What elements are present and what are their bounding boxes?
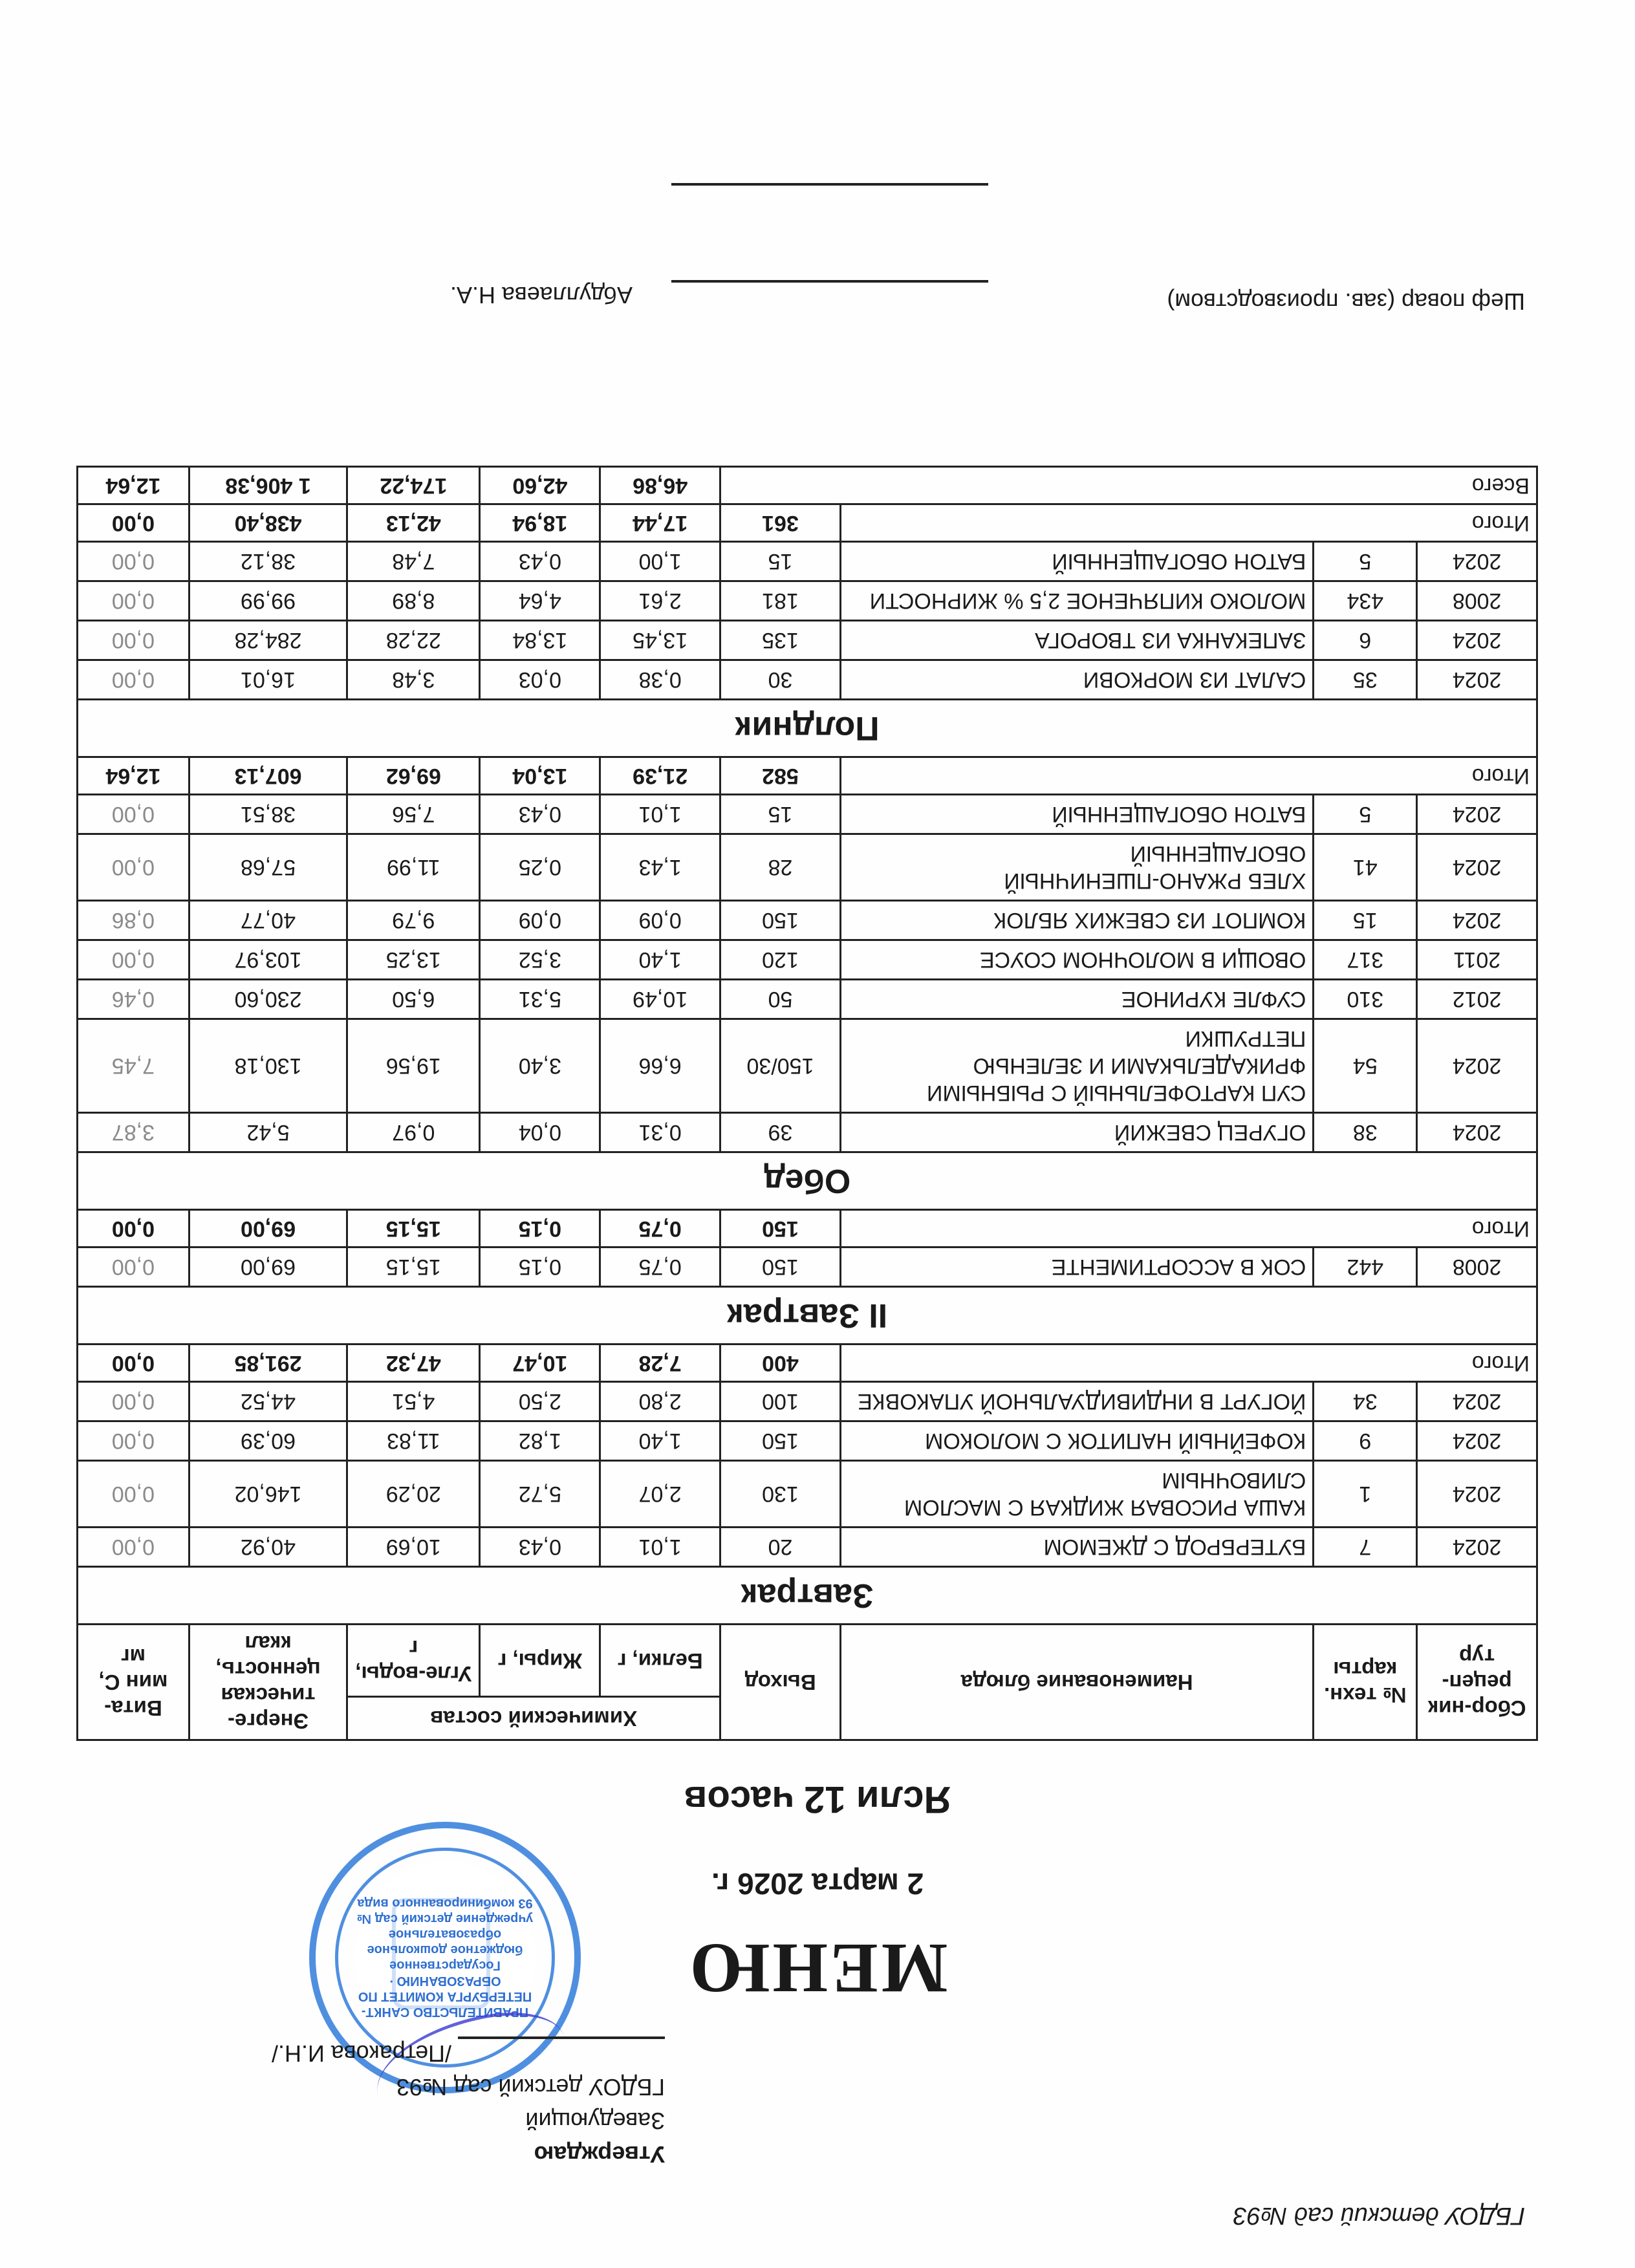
cell-fat: 0,43 <box>480 542 600 581</box>
table-header <box>78 1625 1537 1740</box>
header-dish-name: Наименование блюда <box>840 1625 1314 1740</box>
cell-carbs: 9,79 <box>347 901 480 940</box>
cell-protein: 2,80 <box>600 1382 720 1421</box>
cell-source: 2024 <box>1417 660 1537 700</box>
cell-protein: 13,45 <box>600 621 720 660</box>
cell-dish-name: БУТЕРБРОД С ДЖЕМОМ <box>840 1528 1314 1567</box>
cell-protein: 6,66 <box>600 1019 720 1113</box>
cell-carbs: 19,56 <box>347 1019 480 1113</box>
cell-protein: 0,09 <box>600 901 720 940</box>
cell-dish-name: БАТОН ОБОГАЩЕННЫЙ <box>840 795 1314 834</box>
cell-dish-name: МОЛОКО КИПЯЧЕНОЕ 2,5 % ЖИРНОСТИ <box>840 581 1314 621</box>
cell-energy: 69,00 <box>189 1247 347 1287</box>
cell-vitamin-c: 0,00 <box>78 581 189 621</box>
cell-protein: 0,75 <box>600 1247 720 1287</box>
cell-carbs: 8,89 <box>347 581 480 621</box>
table-row <box>78 940 1537 980</box>
cell-protein: 1,00 <box>600 542 720 581</box>
approval-title: Утверждаю <box>534 2141 665 2168</box>
cell-carbs: 10,69 <box>347 1528 480 1567</box>
cell-vitamin-c: 0,86 <box>78 901 189 940</box>
cell-card-no: 34 <box>1314 1382 1417 1421</box>
section-total-row <box>78 1210 1537 1247</box>
section-title: Обед <box>78 1152 1537 1210</box>
section-title: II Завтрак <box>78 1287 1537 1345</box>
cell-output: 150/30 <box>720 1019 841 1113</box>
approval-position: Заведующий <box>525 2108 665 2134</box>
header-source: Сбор-ник рецеп-тур <box>1417 1625 1537 1740</box>
cell-energy: 99,99 <box>189 581 347 621</box>
table-row <box>78 1421 1537 1461</box>
table-row <box>78 1382 1537 1421</box>
total-energy: 69,00 <box>189 1210 347 1247</box>
cell-carbs: 13,25 <box>347 940 480 980</box>
cell-dish-name: КОФЕЙНЫЙ НАПИТОК С МОЛОКОМ <box>840 1421 1314 1461</box>
cell-energy: 130,18 <box>189 1019 347 1113</box>
cell-fat: 0,43 <box>480 1528 600 1567</box>
total-fat: 18,94 <box>480 504 600 542</box>
cell-source: 2024 <box>1417 1461 1537 1528</box>
cell-energy: 103,97 <box>189 940 347 980</box>
cell-energy: 16,01 <box>189 660 347 700</box>
cell-output: 181 <box>720 581 841 621</box>
table-row <box>78 795 1537 834</box>
cell-fat: 5,31 <box>480 980 600 1019</box>
header-chem-group: Химический состав <box>347 1697 720 1740</box>
cell-fat: 0,04 <box>480 1113 600 1152</box>
cell-output: 30 <box>720 660 841 700</box>
grand-total-vitamin-c: 12,64 <box>78 467 189 504</box>
title-block <box>0 1778 1635 2009</box>
table-row <box>78 542 1537 581</box>
total-vitamin-c: 0,00 <box>78 504 189 542</box>
cell-protein: 1,40 <box>600 1421 720 1461</box>
cell-card-no: 15 <box>1314 901 1417 940</box>
cell-vitamin-c: 0,00 <box>78 795 189 834</box>
cell-output: 28 <box>720 834 841 901</box>
cell-carbs: 11,83 <box>347 1421 480 1461</box>
org-header: ГБДОУ детский сад №93 <box>1233 2202 1525 2229</box>
header-protein: Белки, г <box>600 1625 720 1697</box>
approval-institution: ГБДОУ детский сад №93 <box>396 2074 665 2101</box>
total-vitamin-c: 0,00 <box>78 1345 189 1382</box>
total-energy: 438,40 <box>189 504 347 542</box>
table-row <box>78 1528 1537 1567</box>
cell-source: 2024 <box>1417 1113 1537 1152</box>
approval-signer-row <box>272 2036 665 2070</box>
total-energy: 291,85 <box>189 1345 347 1382</box>
cell-fat: 0,15 <box>480 1247 600 1287</box>
menu-table <box>76 466 1538 1741</box>
cell-dish-name: КОМПОТ ИЗ СВЕЖИХ ЯБЛОК <box>840 901 1314 940</box>
cell-card-no: 5 <box>1314 542 1417 581</box>
total-carbs: 42,13 <box>347 504 480 542</box>
cell-energy: 230,60 <box>189 980 347 1019</box>
cell-energy: 38,12 <box>189 542 347 581</box>
cell-protein: 10,49 <box>600 980 720 1019</box>
total-label: Итого <box>840 1210 1537 1247</box>
total-fat: 0,15 <box>480 1210 600 1247</box>
table-row <box>78 1247 1537 1287</box>
cell-output: 20 <box>720 1528 841 1567</box>
cell-vitamin-c: 0,00 <box>78 1247 189 1287</box>
grand-total-fat: 42,60 <box>480 467 600 504</box>
cell-dish-name: САЛАТ ИЗ МОРКОВИ <box>840 660 1314 700</box>
section-total-row <box>78 1345 1537 1382</box>
cell-vitamin-c: 0,00 <box>78 1461 189 1528</box>
cell-card-no: 434 <box>1314 581 1417 621</box>
total-label: Итого <box>840 757 1537 795</box>
chef-name: Абдуллаева Н.А. <box>449 282 633 308</box>
header-carbs: Угле-воды, г <box>347 1625 480 1697</box>
cell-dish-name: СУП КАРТОФЕЛЬНЫЙ С РЫБНЫМИ ФРИКАДЕЛЬКАМИ И ЗЕЛЕНЬЮ ПЕТРУШКИ <box>840 1019 1314 1113</box>
cell-output: 15 <box>720 542 841 581</box>
cell-dish-name: ЗАПЕКАНКА ИЗ ТВОРОГА <box>840 621 1314 660</box>
cell-output: 150 <box>720 901 841 940</box>
header-energy: Энерге-тическая ценность, ккал <box>189 1625 347 1740</box>
grand-total-carbs: 174,22 <box>347 467 480 504</box>
total-protein: 21,39 <box>600 757 720 795</box>
cell-source: 2024 <box>1417 1382 1537 1421</box>
cell-card-no: 35 <box>1314 660 1417 700</box>
total-carbs: 47,32 <box>347 1345 480 1382</box>
header-card-no: № техн. карты <box>1314 1625 1417 1740</box>
cell-dish-name: ЙОГУРТ В ИНДИВИДУАЛЬНОЙ УПАКОВКЕ <box>840 1382 1314 1421</box>
total-fat: 10,47 <box>480 1345 600 1382</box>
cell-output: 50 <box>720 980 841 1019</box>
cell-protein: 2,61 <box>600 581 720 621</box>
cell-fat: 3,52 <box>480 940 600 980</box>
cell-vitamin-c: 0,00 <box>78 1421 189 1461</box>
header-output: Выход <box>720 1625 841 1740</box>
cell-vitamin-c: 0,00 <box>78 542 189 581</box>
cell-vitamin-c: 0,46 <box>78 980 189 1019</box>
total-carbs: 69,62 <box>347 757 480 795</box>
approval-block <box>272 2036 665 2171</box>
total-carbs: 15,15 <box>347 1210 480 1247</box>
cell-fat: 0,43 <box>480 795 600 834</box>
section-title: Полдник <box>78 700 1537 757</box>
approval-signer: /Петракова И.Н./ <box>271 2040 451 2067</box>
total-fat: 13,04 <box>480 757 600 795</box>
header-vitamin-c: Вита-мин С, мг <box>78 1625 189 1740</box>
cell-source: 2024 <box>1417 1528 1537 1567</box>
cell-source: 2024 <box>1417 834 1537 901</box>
cell-dish-name: СУФЛЕ КУРИНОЕ <box>840 980 1314 1019</box>
cell-carbs: 20,29 <box>347 1461 480 1528</box>
total-vitamin-c: 0,00 <box>78 1210 189 1247</box>
cell-carbs: 22,28 <box>347 621 480 660</box>
cell-carbs: 3,48 <box>347 660 480 700</box>
cell-protein: 1,01 <box>600 795 720 834</box>
section-header-row <box>78 1287 1537 1345</box>
grand-total-energy: 1 406,38 <box>189 467 347 504</box>
cell-output: 135 <box>720 621 841 660</box>
cell-source: 2008 <box>1417 1247 1537 1287</box>
cell-source: 2012 <box>1417 980 1537 1019</box>
cell-fat: 0,09 <box>480 901 600 940</box>
table-body <box>78 467 1537 1625</box>
cell-dish-name: КАША РИСОВАЯ ЖИДКАЯ С МАСЛОМ СЛИВОЧНЫМ <box>840 1461 1314 1528</box>
section-total-row <box>78 504 1537 542</box>
cell-carbs: 7,56 <box>347 795 480 834</box>
cell-card-no: 442 <box>1314 1247 1417 1287</box>
cell-energy: 38,51 <box>189 795 347 834</box>
table-row <box>78 834 1537 901</box>
cell-source: 2024 <box>1417 542 1537 581</box>
total-vitamin-c: 12,64 <box>78 757 189 795</box>
section-header-row <box>78 700 1537 757</box>
total-output: 582 <box>720 757 841 795</box>
section-header-row <box>78 1567 1537 1625</box>
total-output: 361 <box>720 504 841 542</box>
cell-fat: 4,64 <box>480 581 600 621</box>
cell-dish-name: ХЛЕБ РЖАНО-ПШЕНИЧНЫЙ ОБОГАЩЕННЫЙ <box>840 834 1314 901</box>
cell-protein: 1,01 <box>600 1528 720 1567</box>
cell-protein: 2,07 <box>600 1461 720 1528</box>
cell-protein: 0,38 <box>600 660 720 700</box>
cell-dish-name: СОК В АССОРТИМЕНТЕ <box>840 1247 1314 1287</box>
cell-vitamin-c: 0,00 <box>78 660 189 700</box>
cell-vitamin-c: 0,00 <box>78 1528 189 1567</box>
menu-date: 2 марта 2026 г. <box>711 1867 924 1901</box>
table-row <box>78 980 1537 1019</box>
menu-group: Ясли 12 часов <box>684 1778 951 1820</box>
header-fat: Жиры, г <box>480 1625 600 1697</box>
cell-protein: 1,43 <box>600 834 720 901</box>
cell-energy: 44,52 <box>189 1382 347 1421</box>
table-row <box>78 1461 1537 1528</box>
cell-energy: 40,92 <box>189 1528 347 1567</box>
total-output: 400 <box>720 1345 841 1382</box>
table-row <box>78 621 1537 660</box>
cell-energy: 146,02 <box>189 1461 347 1528</box>
cell-fat: 5,72 <box>480 1461 600 1528</box>
cell-source: 2024 <box>1417 795 1537 834</box>
cell-source: 2011 <box>1417 940 1537 980</box>
cell-energy: 5,42 <box>189 1113 347 1152</box>
cell-carbs: 11,99 <box>347 834 480 901</box>
page-title: МЕНЮ <box>687 1929 948 2008</box>
table-row <box>78 1019 1537 1113</box>
cell-fat: 3,40 <box>480 1019 600 1113</box>
cell-vitamin-c: 0,00 <box>78 1382 189 1421</box>
total-label: Итого <box>840 1345 1537 1382</box>
cell-card-no: 38 <box>1314 1113 1417 1152</box>
cell-fat: 2,50 <box>480 1382 600 1421</box>
cell-source: 2024 <box>1417 621 1537 660</box>
total-protein: 7,28 <box>600 1345 720 1382</box>
cell-carbs: 6,50 <box>347 980 480 1019</box>
total-energy: 607,13 <box>189 757 347 795</box>
cell-vitamin-c: 0,00 <box>78 621 189 660</box>
total-label: Итого <box>840 504 1537 542</box>
total-protein: 0,75 <box>600 1210 720 1247</box>
table-row <box>78 581 1537 621</box>
cell-source: 2024 <box>1417 901 1537 940</box>
signature-line <box>458 2036 665 2065</box>
cell-fat: 1,82 <box>480 1421 600 1461</box>
cell-card-no: 310 <box>1314 980 1417 1019</box>
cell-card-no: 5 <box>1314 795 1417 834</box>
cell-card-no: 317 <box>1314 940 1417 980</box>
cell-card-no: 9 <box>1314 1421 1417 1461</box>
cell-card-no: 41 <box>1314 834 1417 901</box>
section-total-row <box>78 757 1537 795</box>
table-row <box>78 660 1537 700</box>
cell-output: 15 <box>720 795 841 834</box>
chef-date-line <box>671 183 988 186</box>
cell-card-no: 54 <box>1314 1019 1417 1113</box>
cell-output: 120 <box>720 940 841 980</box>
cell-energy: 284,28 <box>189 621 347 660</box>
cell-fat: 0,03 <box>480 660 600 700</box>
cell-output: 150 <box>720 1421 841 1461</box>
total-protein: 17,44 <box>600 504 720 542</box>
cell-output: 39 <box>720 1113 841 1152</box>
cell-vitamin-c: 0,00 <box>78 834 189 901</box>
section-header-row <box>78 1152 1537 1210</box>
cell-output: 150 <box>720 1247 841 1287</box>
cell-protein: 1,40 <box>600 940 720 980</box>
cell-card-no: 6 <box>1314 621 1417 660</box>
cell-dish-name: БАТОН ОБОГАЩЕННЫЙ <box>840 542 1314 581</box>
grand-total-label: Всего <box>720 467 1537 504</box>
cell-output: 130 <box>720 1461 841 1528</box>
chef-signature-line <box>671 280 988 283</box>
table-row <box>78 1113 1537 1152</box>
cell-vitamin-c: 7,45 <box>78 1019 189 1113</box>
cell-carbs: 0,97 <box>347 1113 480 1152</box>
cell-dish-name: ОГУРЕЦ СВЕЖИЙ <box>840 1113 1314 1152</box>
cell-energy: 40,77 <box>189 901 347 940</box>
cell-dish-name: ОВОЩИ В МОЛОЧНОМ СОУСЕ <box>840 940 1314 980</box>
cell-source: 2024 <box>1417 1421 1537 1461</box>
cell-fat: 13,84 <box>480 621 600 660</box>
cell-card-no: 1 <box>1314 1461 1417 1528</box>
cell-source: 2008 <box>1417 581 1537 621</box>
section-title: Завтрак <box>78 1567 1537 1625</box>
table-row <box>78 901 1537 940</box>
stamp-text: ПРАВИТЕЛЬСТВО САНКТ-ПЕТЕРБУРГА КОМИТЕТ ПО ОБРАЗОВАНИЮ · Государственное бюджетное дошкольное образовательное учреждение детский сад № 93 комбинированного вида <box>354 1861 536 2055</box>
grand-total-row <box>78 467 1537 504</box>
cell-fat: 0,25 <box>480 834 600 901</box>
cell-carbs: 4,51 <box>347 1382 480 1421</box>
cell-protein: 0,31 <box>600 1113 720 1152</box>
grand-total-protein: 46,86 <box>600 467 720 504</box>
chef-role: Шеф повар (зав. производством) <box>1167 288 1525 315</box>
cell-source: 2024 <box>1417 1019 1537 1113</box>
cell-energy: 57,68 <box>189 834 347 901</box>
total-output: 150 <box>720 1210 841 1247</box>
cell-output: 100 <box>720 1382 841 1421</box>
cell-energy: 60,39 <box>189 1421 347 1461</box>
cell-carbs: 15,15 <box>347 1247 480 1287</box>
cell-carbs: 7,48 <box>347 542 480 581</box>
cell-vitamin-c: 3,87 <box>78 1113 189 1152</box>
cell-vitamin-c: 0,00 <box>78 940 189 980</box>
cell-card-no: 7 <box>1314 1528 1417 1567</box>
